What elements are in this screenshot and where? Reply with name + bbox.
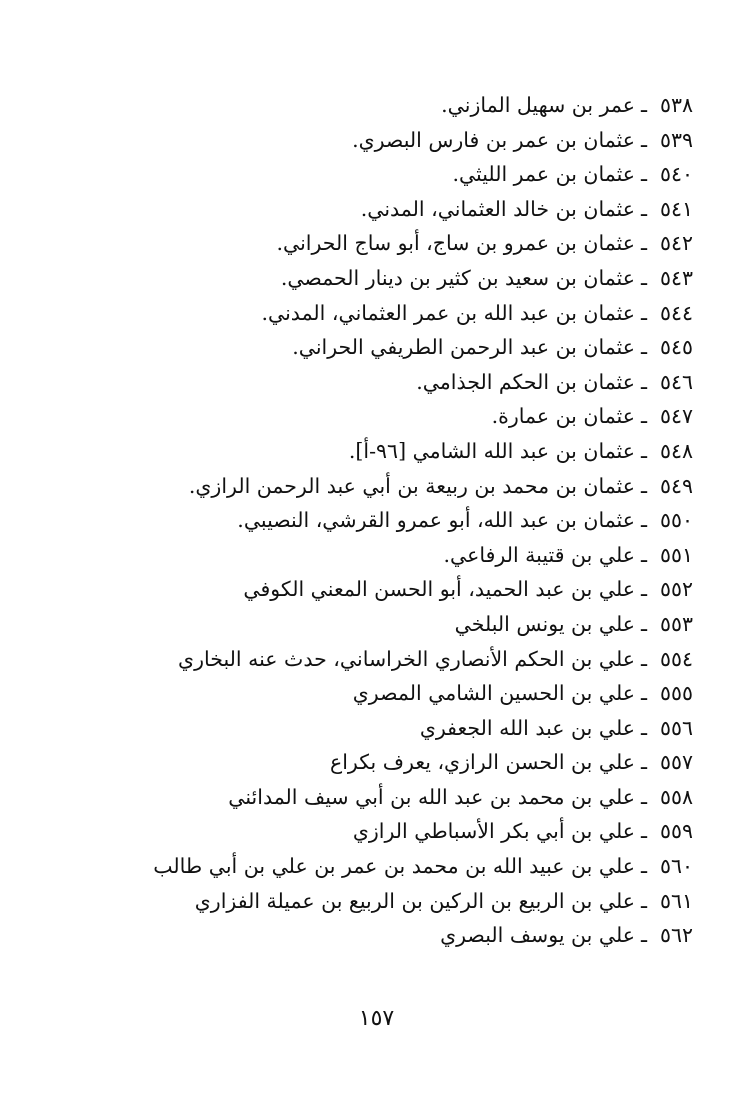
list-item <box>83 572 693 607</box>
entry-separator: ـ <box>640 854 647 879</box>
entry-number: ٥٤٩ <box>659 473 693 498</box>
entry-text: علي بن محمد بن عبد الله بن أبي سيف المدائني <box>228 784 635 809</box>
entry-separator: ـ <box>640 404 647 429</box>
list-item <box>83 503 693 538</box>
list-item <box>83 745 693 780</box>
list-item <box>83 226 693 261</box>
entry-separator: ـ <box>640 162 647 187</box>
page-number: ١٥٧ <box>358 1006 395 1031</box>
entry-number: ٥٥١ <box>659 542 693 567</box>
entry-text: عثمان بن عبد الله، أبو عمرو القرشي، النصيبي. <box>237 508 635 533</box>
list-item <box>83 918 693 953</box>
entry-number: ٥٥٠ <box>659 508 693 533</box>
entry-separator: ـ <box>640 369 647 394</box>
entry-separator: ـ <box>640 542 647 567</box>
entry-text: علي بن الحسين الشامي المصري <box>352 681 635 706</box>
entry-text: عثمان بن عبد الرحمن الطريفي الحراني. <box>292 335 635 360</box>
entry-number: ٥٤٥ <box>659 335 693 360</box>
entry-separator: ـ <box>640 335 647 360</box>
entry-number: ٥٤٨ <box>659 438 693 463</box>
entry-text: علي بن الحسن الرازي، يعرف بكراع <box>329 750 635 775</box>
list-item <box>83 469 693 504</box>
entry-number: ٥٥٢ <box>659 577 693 602</box>
entry-separator: ـ <box>640 231 647 256</box>
entry-text: علي بن الحكم الأنصاري الخراساني، حدث عنه البخاري <box>178 646 635 671</box>
entry-number: ٥٤١ <box>659 196 693 221</box>
entry-number: ٥٤٦ <box>659 369 693 394</box>
entry-separator: ـ <box>640 127 647 152</box>
list-item <box>83 434 693 469</box>
entry-number: ٥٥٤ <box>659 646 693 671</box>
entry-text: علي بن أبي بكر الأسباطي الرازي <box>352 819 635 844</box>
entry-text: عثمان بن عبد الله الشامي [٩٦-أ]. <box>348 438 635 463</box>
entry-number: ٥٣٨ <box>659 93 693 117</box>
entry-text: عمر بن سهيل المازني. <box>441 93 635 117</box>
entry-separator: ـ <box>640 508 647 533</box>
entry-separator: ـ <box>640 715 647 740</box>
entry-text: علي بن عبد الله الجعفري <box>419 715 635 740</box>
list-item <box>83 192 693 227</box>
entry-separator: ـ <box>640 819 647 844</box>
entry-separator: ـ <box>640 473 647 498</box>
entry-separator: ـ <box>640 93 647 117</box>
list-item <box>83 538 693 573</box>
list-item <box>83 676 693 711</box>
list-item <box>83 157 693 192</box>
entry-text: عثمان بن عمرو بن ساج، أبو ساج الحراني. <box>276 231 635 256</box>
list-item <box>83 780 693 815</box>
entry-separator: ـ <box>640 611 647 636</box>
list-item <box>83 642 693 677</box>
entry-text: عثمان بن الحكم الجذامي. <box>416 369 635 394</box>
entry-number: ٥٥٧ <box>659 750 693 775</box>
entry-number: ٥٣٩ <box>659 127 693 152</box>
entry-separator: ـ <box>640 577 647 602</box>
list-item <box>83 296 693 331</box>
entry-number: ٥٤٤ <box>659 300 693 325</box>
entry-text: عثمان بن سعيد بن كثير بن دينار الحمصي. <box>280 265 635 290</box>
list-item <box>83 261 693 296</box>
entry-number: ٥٤٧ <box>659 404 693 429</box>
entry-separator: ـ <box>640 923 647 948</box>
entry-number: ٥٥٨ <box>659 784 693 809</box>
list-item <box>83 849 693 884</box>
list-item <box>83 884 693 919</box>
entry-separator: ـ <box>640 438 647 463</box>
entry-separator: ـ <box>640 681 647 706</box>
entry-text: علي بن يوسف البصري <box>440 923 635 948</box>
entry-text: عثمان بن محمد بن ربيعة بن أبي عبد الرحمن الرازي. <box>188 473 635 498</box>
entry-separator: ـ <box>640 646 647 671</box>
list-item <box>83 814 693 849</box>
entry-text: عثمان بن خالد العثماني، المدني. <box>360 196 635 221</box>
entry-separator: ـ <box>640 265 647 290</box>
entry-number: ٥٤٣ <box>659 265 693 290</box>
entry-text: علي بن عبيد الله بن محمد بن عمر بن علي بن أبي طالب <box>153 854 635 879</box>
entry-number: ٥٦٢ <box>659 923 693 948</box>
entry-number: ٥٥٥ <box>659 681 693 706</box>
entry-separator: ـ <box>640 784 647 809</box>
entry-list <box>83 88 693 953</box>
entry-text: عثمان بن عمر بن فارس البصري. <box>352 127 635 152</box>
entry-separator: ـ <box>640 888 647 913</box>
entry-text: علي بن يونس البلخي <box>454 611 635 636</box>
entry-number: ٥٥٦ <box>659 715 693 740</box>
entry-number: ٥٤٠ <box>659 162 693 187</box>
entry-text: علي بن الربيع بن الركين بن الربيع بن عميلة الفزاري <box>194 888 635 913</box>
entry-number: ٥٦٠ <box>659 854 693 879</box>
entry-number: ٥٥٩ <box>659 819 693 844</box>
list-item <box>83 330 693 365</box>
list-item <box>83 365 693 400</box>
entry-separator: ـ <box>640 196 647 221</box>
entry-text: علي بن عبد الحميد، أبو الحسن المعني الكوفي <box>243 577 635 602</box>
entry-number: ٥٤٢ <box>659 231 693 256</box>
entry-separator: ـ <box>640 300 647 325</box>
list-item <box>83 607 693 642</box>
entry-separator: ـ <box>640 750 647 775</box>
entry-text: عثمان بن عمر الليثي. <box>452 162 635 187</box>
entry-number: ٥٦١ <box>659 888 693 913</box>
list-item <box>83 88 693 123</box>
list-item <box>83 711 693 746</box>
entry-number: ٥٥٣ <box>659 611 693 636</box>
list-item <box>83 123 693 158</box>
list-item <box>83 399 693 434</box>
entry-text: علي بن قتيبة الرفاعي. <box>443 542 635 567</box>
entry-text: عثمان بن عبد الله بن عمر العثماني، المدني. <box>261 300 635 325</box>
entry-text: عثمان بن عمارة. <box>491 404 635 429</box>
